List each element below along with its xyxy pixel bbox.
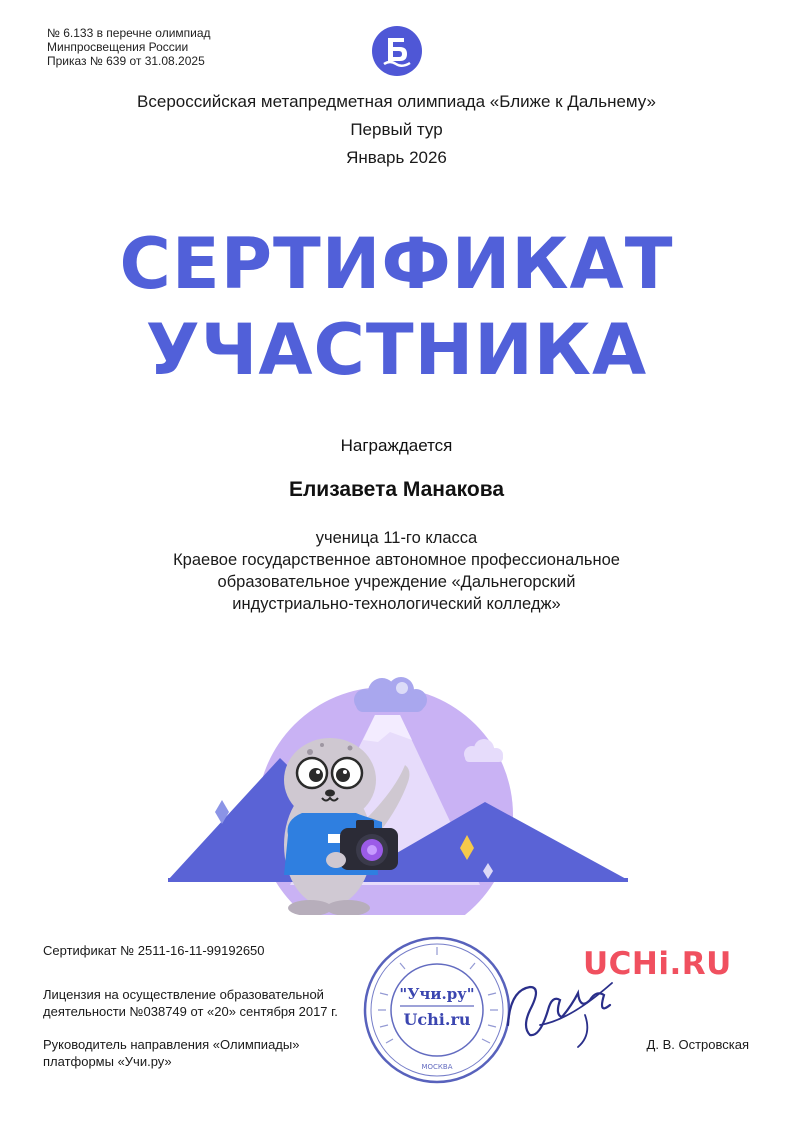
school-line-3: индустриально-технологический колледж» <box>232 595 561 613</box>
registry-line-2: Минпросвещения России <box>47 40 189 54</box>
license-line-2: деятельности №038749 от «20» сентября 2017 г. <box>43 1004 338 1019</box>
recipient-description <box>100 527 693 615</box>
signature-icon <box>500 965 620 1055</box>
uchi-brand-logo: UCHi.RU <box>583 946 732 982</box>
stamp-text-2: Uchi.ru <box>403 1010 471 1029</box>
olympiad-header <box>0 88 793 172</box>
registry-line-3: Приказ № 639 от 31.08.2025 <box>47 54 205 68</box>
title-line-1: СЕРТИФИКАТ <box>119 223 674 305</box>
recipient-name: Елизавета Манакова <box>288 478 505 501</box>
date-label: Январь 2026 <box>346 148 447 167</box>
registry-info <box>47 26 211 68</box>
seal-volcano-illustration <box>150 670 645 915</box>
license-line-1: Лицензия на осуществление образовательной <box>43 987 324 1002</box>
title-line-2: УЧАСТНИКА <box>145 309 648 391</box>
grade-label: ученица 11-го класса <box>315 529 478 547</box>
smoke-cloud <box>354 677 427 712</box>
school-line-2: образовательное учреждение «Дальнегорский <box>217 573 576 591</box>
official-stamp-icon <box>360 933 515 1088</box>
director-line-2: платформы «Учи.ру» <box>43 1054 172 1069</box>
stamp-bottom-text: МОСКВА <box>421 1063 453 1071</box>
stamp-text-1: "Учи.ру" <box>399 985 475 1003</box>
school-line-1: Краевое государственное автономное профессиональное <box>173 551 620 569</box>
director-line-1: Руководитель направления «Олимпиады» <box>43 1037 300 1052</box>
license-info <box>43 986 338 1020</box>
awarded-label: Награждается <box>340 436 453 455</box>
olympiad-name: Всероссийская метапредметная олимпиада «Ближе к Дальнему» <box>137 92 656 111</box>
director-title <box>43 1036 299 1070</box>
olympiad-logo-icon <box>372 26 422 76</box>
certificate-number: Сертификат № 2511-16-11-99192650 <box>43 943 265 958</box>
registry-line-1: № 6.133 в перечне олимпиад <box>47 26 211 40</box>
round-label: Первый тур <box>350 120 443 139</box>
signatory-name: Д. В. Островская <box>646 1037 749 1052</box>
